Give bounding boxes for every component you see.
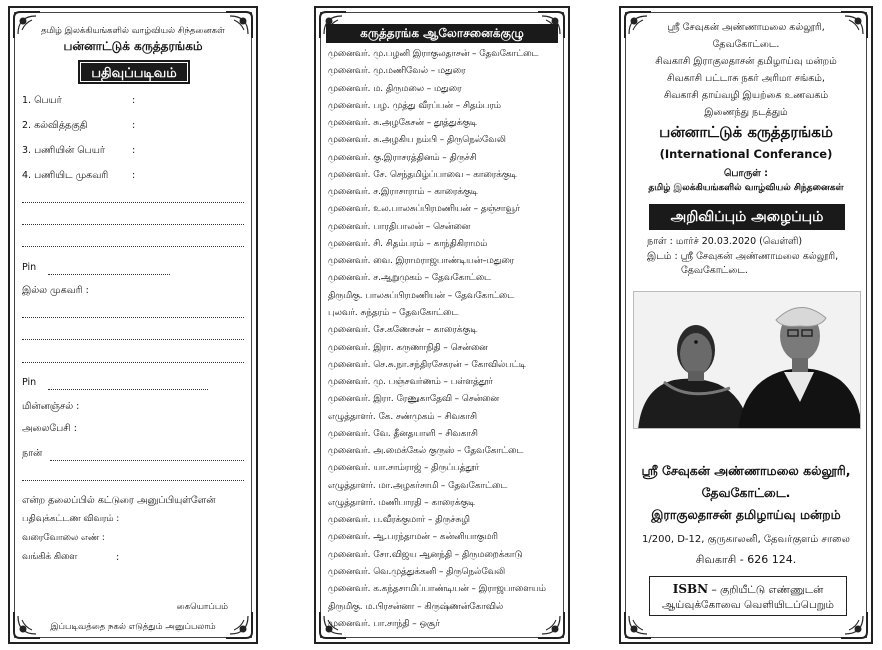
subject-text: தமிழ் இலக்கியங்களில் வாழ்வியல் சிந்தனைகள்	[648, 183, 844, 193]
college-city: தேவகோட்டை.	[701, 485, 791, 500]
committee-member: முனைவர். உல.பாலசுப்பிரமணியன் – தஞ்சாவூர்	[328, 204, 520, 215]
org-line: சிவகாசி இராகுலதாசன் தமிழாய்வு மன்றம்	[655, 56, 837, 67]
name-colon: :	[132, 95, 136, 106]
pin-line[interactable]	[48, 274, 170, 275]
signature-label: கையொப்பம்	[176, 602, 228, 612]
committee-member: முனைவர். சோ.விஜய ஆனந்தி – திருமறைக்காடு	[328, 549, 523, 560]
org-line: தேவகோட்டை.	[712, 39, 780, 50]
dd-label: வரைவோலை எண் :	[22, 533, 105, 543]
registration-form-panel	[8, 6, 258, 644]
committee-member: முனைவர். வை. இராமராஜபாண்டியன்–மதுரை	[328, 256, 515, 267]
bank-label: வங்கிக் கிளை	[22, 552, 78, 562]
committee-member: திருமிகு. ம.பிரசன்னா – கிருஷ்ணன்கோவில்	[328, 601, 504, 612]
committee-member: முனைவர். க.கந்தசாமிப்பாண்டியன் – இராஜபாளையம்	[328, 584, 546, 595]
date-text: நாள் : மார்ச் 20.03.2020 (வெள்ளி)	[647, 236, 803, 247]
home-address-line[interactable]	[22, 339, 244, 340]
isbn-line2: ஆய்வுக்கோவை வெளியிடப்பெறும்	[661, 599, 834, 611]
name-label: 1. பெயர்	[22, 95, 62, 106]
invitation-panel	[619, 6, 873, 644]
committee-member: முனைவர். பா.சாந்தி – ஒசூர்	[328, 618, 440, 629]
committee-member: முனைவர். சே.கணேசன் – காரைக்குடி	[328, 325, 478, 336]
committee-member: முனைவர். சு.அழகேசன் – தூத்துக்குடி	[328, 118, 477, 129]
committee-member: முனைவர். ஆ.பரந்தாமன் – கன்னியாகுமரி	[328, 532, 498, 543]
qualification-label: 2. கல்வித்தகுதி	[22, 120, 88, 131]
subject-label: பொருள் :	[724, 168, 768, 179]
isbn-label: ISBN	[672, 582, 709, 596]
home-address-line[interactable]	[22, 317, 244, 318]
committee-member: முனைவர். வெ.முத்துக்கனி – திருநெல்வேலி	[328, 566, 505, 577]
org-line: சிவகாசி பட்டாசு நகர் அரிமா சங்கம்,	[667, 73, 825, 84]
couple-portrait-icon	[634, 292, 861, 429]
bank-colon: :	[116, 552, 120, 563]
committee-title: கருத்தரங்க ஆலோசனைக்குழு	[326, 24, 558, 43]
designation-colon: :	[132, 145, 136, 156]
committee-member: திருமிகு. பாலசுப்பிரமணியன் – தேவகோட்டை	[328, 290, 515, 301]
committee-member: முனைவர். ச.இராசாராம் – காரைக்குடி	[328, 187, 478, 198]
pin-label: Pin	[22, 377, 37, 388]
postal-address: 1/200, D-12, குருகாலனி, தேவர்குளம் சாலை	[642, 534, 850, 545]
committee-member: முனைவர். யா.சாம்ராஜ் – திருப்பத்தூர்	[328, 463, 480, 474]
committee-member: முனைவர். கு.இராசரத்தினம் – திருச்சி	[328, 152, 477, 163]
topic-line[interactable]	[22, 480, 244, 481]
isbn-box	[649, 576, 847, 616]
committee-member: முனைவர். இரா. கருணாநிதி – சென்னை	[328, 342, 488, 353]
registration-badge: பதிவுப்படிவம்	[78, 60, 190, 84]
office-address-line[interactable]	[22, 224, 244, 225]
advisory-committee-panel	[314, 6, 570, 644]
seminar-title: பன்னாட்டுக் கருத்தரங்கம்	[63, 39, 203, 53]
committee-member: எழுத்தாளர். மா.அழகர்சாமி – தேவகோட்டை	[328, 480, 508, 491]
committee-member: முனைவர். வே. தீனதயாளி – சிவகாசி	[328, 428, 478, 439]
email-label: மின்னஞ்சல் :	[22, 401, 80, 412]
committee-member: முனைவர். ச.ஆறுமுகம் – தேவகோட்டை	[328, 273, 492, 284]
fee-label: பதிவுக்கட்டண விவரம் :	[22, 514, 120, 524]
qualification-colon: :	[132, 120, 136, 131]
home-address-label: இல்ல முகவரி :	[22, 285, 89, 296]
conference-title-english: (International Conferance)	[659, 147, 833, 161]
committee-member: முனைவர். மு.பழனி இராகுலதாசன் – தேவகோட்டை	[328, 49, 539, 59]
phone-label: அலைபேசி :	[22, 423, 77, 434]
announcement-badge: அறிவிப்பும் அழைப்பும்	[649, 204, 845, 230]
committee-member: முனைவர். பாரதிபாலன் – சென்னை	[328, 221, 471, 232]
isbn-line1	[650, 582, 846, 597]
committee-member: முனைவர். சே. செந்தமிழ்ப்பாவை – காரைக்குடி	[328, 169, 517, 180]
designation-label: 3. பணியின் பெயர்	[22, 145, 105, 156]
home-address-line[interactable]	[22, 362, 244, 363]
org-line: சிவகாசி தாய்வழி இயற்கை உணவகம்	[663, 90, 829, 101]
postal-city: சிவகாசி - 626 124.	[695, 553, 797, 566]
committee-member: முனைவர். இரா. ரேணுகாதேவி – சென்னை	[328, 394, 499, 405]
committee-member: முனைவர். ம. திருமலை – மதுரை	[328, 83, 462, 94]
committee-member: புலவர். சுந்தரம் – தேவகோட்டை	[328, 307, 459, 318]
office-address-line[interactable]	[22, 202, 244, 203]
venue-city: தேவகோட்டை.	[681, 265, 748, 276]
founders-photo	[633, 291, 861, 429]
committee-member: முனைவர். ப.வீரக்குமார் – திருச்சுழி	[328, 515, 470, 526]
declaration-text: என்ற தலைப்பில் கட்டுரை அனுப்பியுள்ளேன்	[22, 495, 216, 506]
office-address-label: 4. பணியிட முகவரி	[22, 170, 109, 181]
office-address-colon: :	[132, 170, 136, 181]
committee-member: எழுத்தாளர். கே. சண்முகம் – சிவகாசி	[328, 411, 477, 422]
committee-member: முனைவர். மு. பஞ்சவர்ணம் – பள்ளத்தூர்	[328, 377, 493, 388]
committee-member: முனைவர். சு.அழகிய நம்பி – திருநெல்வேலி	[328, 135, 506, 146]
isbn-rest: – குறியீட்டு எண்ணுடன்	[708, 584, 824, 596]
committee-member: முனைவர். பழ. முத்து வீரப்பன் – சிதம்பரம்	[328, 100, 501, 111]
mandram-name: இராகுலதாசன் தமிழாய்வு மன்றம்	[651, 507, 841, 522]
committee-member: முனைவர். சி. சிதம்பரம் – காந்திகிராமம்	[328, 238, 488, 249]
photocopy-note: இப்படிவத்தை நகல் எடுத்தும் அனுப்பலாம்	[50, 622, 216, 632]
naan-label: நான்	[22, 448, 43, 459]
org-line: ஸ்ரீ சேவுகன் அண்ணாமலை கல்லூரி,	[667, 22, 825, 33]
committee-member-list	[328, 46, 560, 633]
conference-title: பன்னாட்டுக் கருத்தரங்கம்	[659, 123, 833, 141]
org-line: இணைந்து நடத்தும்	[704, 107, 788, 118]
committee-member: முனைவர். செ.சு.நா.சந்திரசேகரன் – கோவில்பட்டி	[328, 359, 526, 370]
topic-line[interactable]	[50, 460, 244, 461]
seminar-theme: தமிழ் இலக்கியங்களில் வாழ்வியல் சிந்தனைகள்	[41, 26, 225, 36]
office-address-line[interactable]	[22, 246, 244, 247]
venue-text: இடம் : ஸ்ரீ சேவுகன் அண்ணாமலை கல்லூரி,	[647, 251, 839, 262]
pin-label: Pin	[22, 262, 37, 273]
pin-line[interactable]	[48, 389, 208, 390]
committee-member: முனைவர். அ.மைக்கேல் குருஸ் – தேவகோட்டை	[328, 446, 524, 457]
college-name: ஸ்ரீ சேவுகன் அண்ணாமலை கல்லூரி,	[641, 463, 851, 478]
committee-member: எழுத்தாளர். மணிபாரதி – காரைக்குடி	[328, 497, 475, 508]
committee-member: முனைவர். மு.மணிவேல் – மதுரை	[328, 66, 466, 77]
